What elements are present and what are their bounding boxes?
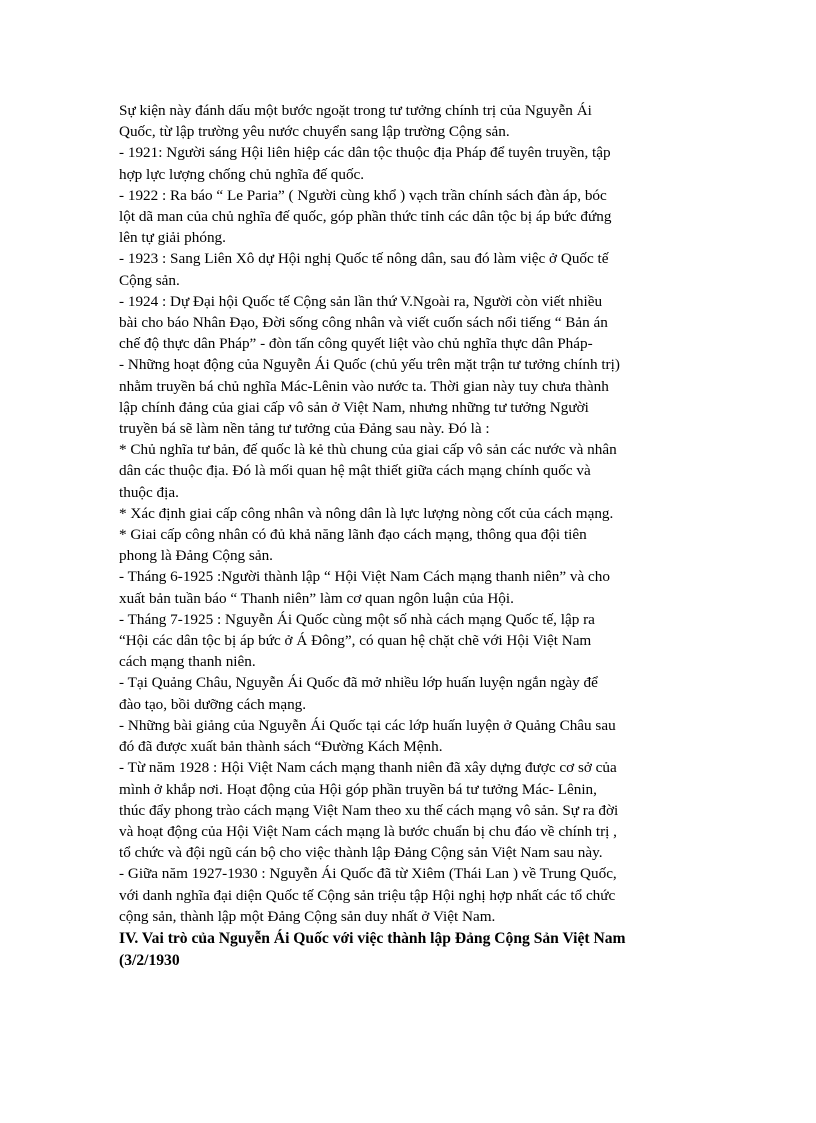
body-text-line: mình ở khắp nơi. Hoạt động của Hội góp phần truyền bá tư tưởng Mác- Lênin, bbox=[119, 780, 597, 798]
body-text-line: - 1922 : Ra báo “ Le Paria” ( Người cùng khổ ) vạch trần chính sách đàn áp, bóc bbox=[119, 186, 607, 204]
body-text-line: dân các thuộc địa. Đó là mối quan hệ mật thiết giữa cách mạng chính quốc và bbox=[119, 462, 591, 480]
body-text-line: - 1921: Người sáng Hội liên hiệp các dân tộc thuộc địa Pháp để tuyên truyền, tập bbox=[119, 144, 611, 162]
body-text-line: * Chủ nghĩa tư bản, đế quốc là kẻ thù chung của giai cấp vô sản các nước và nhân bbox=[119, 441, 617, 459]
body-text-line: lột dã man của chủ nghĩa đế quốc, góp phần thức tỉnh các dân tộc bị áp bức đứng bbox=[119, 208, 612, 226]
body-text-line: Quốc, từ lập trường yêu nước chuyển sang lập trường Cộng sản. bbox=[119, 123, 510, 141]
body-text-line: thúc đẩy phong trào cách mạng Việt Nam theo xu thế cách mạng vô sản. Sự ra đời bbox=[119, 801, 619, 819]
body-text-line: - Những hoạt động của Nguyễn Ái Quốc (chủ yếu trên mặt trận tư tưởng chính trị) bbox=[119, 356, 620, 374]
body-text-line: “Hội các dân tộc bị áp bức ở Á Đông”, có quan hệ chặt chẽ với Hội Việt Nam bbox=[119, 632, 592, 650]
body-text-line: - 1923 : Sang Liên Xô dự Hội nghị Quốc tế nông dân, sau đó làm việc ở Quốc tế bbox=[119, 250, 609, 268]
body-text-line: - Giữa năm 1927-1930 : Nguyễn Ái Quốc đã từ Xiêm (Thái Lan ) về Trung Quốc, bbox=[119, 865, 617, 883]
body-text-line: lập chính đảng của giai cấp vô sản ở Việt Nam, nhưng những tư tưởng Người bbox=[119, 398, 589, 416]
body-text-line: chế độ thực dân Pháp” - đòn tấn công quyết liệt vào chủ nghĩa thực dân Pháp- bbox=[119, 335, 593, 353]
body-text-line: lên tự giải phóng. bbox=[119, 229, 226, 247]
body-text-line: cộng sản, thành lập một Đảng Cộng sản duy nhất ở Việt Nam. bbox=[119, 907, 496, 925]
body-text-line: - Từ năm 1928 : Hội Việt Nam cách mạng thanh niên đã xây dựng được cơ sở của bbox=[119, 759, 617, 777]
body-text-line: hợp lực lượng chống chủ nghĩa đế quốc. bbox=[119, 165, 365, 183]
body-text-line: - Tháng 7-1925 : Nguyễn Ái Quốc cùng một số nhà cách mạng Quốc tế, lập ra bbox=[119, 610, 595, 628]
body-text-line: - Tại Quảng Châu, Nguyễn Ái Quốc đã mở nhiều lớp huấn luyện ngắn ngày để bbox=[119, 674, 598, 692]
body-text-line: đào tạo, bồi dưỡng cách mạng. bbox=[119, 695, 307, 713]
section-heading-line: (3/2/1930 bbox=[119, 952, 180, 970]
body-text-line: nhằm truyền bá chủ nghĩa Mác-Lênin vào nước ta. Thời gian này tuy chưa thành bbox=[119, 377, 609, 395]
body-text bbox=[119, 100, 699, 927]
body-text-line: tổ chức và đội ngũ cán bộ cho việc thành lập Đảng Cộng sản Việt Nam sau này. bbox=[119, 844, 603, 862]
body-text-line: xuất bản tuần báo “ Thanh niên” làm cơ quan ngôn luận của Hội. bbox=[119, 589, 514, 607]
body-text-line: Sự kiện này đánh dấu một bước ngoặt trong tư tưởng chính trị của Nguyễn Ái bbox=[119, 102, 592, 119]
document-page bbox=[119, 100, 699, 972]
section-heading bbox=[119, 928, 699, 972]
body-text-line: đó đã được xuất bản thành sách “Đường Kách Mệnh. bbox=[119, 738, 443, 756]
body-text-line: * Xác định giai cấp công nhân và nông dân là lực lượng nòng cốt của cách mạng. bbox=[119, 504, 614, 522]
body-text-line: - 1924 : Dự Đại hội Quốc tế Cộng sản lần thứ V.Ngoài ra, Người còn viết nhiều bbox=[119, 292, 603, 310]
body-text-line: và hoạt động của Hội Việt Nam cách mạng là bước chuẩn bị chu đáo về chính trị , bbox=[119, 822, 617, 840]
body-text-line: truyền bá sẽ làm nền tảng tư tưởng của Đảng sau này. Đó là : bbox=[119, 420, 490, 438]
body-text-line: Cộng sản. bbox=[119, 271, 180, 289]
body-text-line: - Tháng 6-1925 :Người thành lập “ Hội Việt Nam Cách mạng thanh niên” và cho bbox=[119, 568, 610, 586]
body-text-line: cách mạng thanh niên. bbox=[119, 653, 256, 671]
body-text-line: thuộc địa. bbox=[119, 483, 179, 501]
section-heading-line: IV. Vai trò của Nguyễn Ái Quốc với việc thành lập Đảng Cộng Sản Việt Nam bbox=[119, 929, 626, 947]
body-text-line: bài cho báo Nhân Đạo, Đời sống công nhân và viết cuốn sách nổi tiếng “ Bản án bbox=[119, 314, 608, 332]
body-text-line: với danh nghĩa đại diện Quốc tế Cộng sản triệu tập Hội nghị hợp nhất các tổ chức bbox=[119, 886, 616, 904]
body-text-line: phong là Đảng Cộng sản. bbox=[119, 547, 273, 565]
body-text-line: - Những bài giảng của Nguyễn Ái Quốc tại các lớp huấn luyện ở Quảng Châu sau bbox=[119, 716, 616, 734]
body-text-line: * Giai cấp công nhân có đủ khả năng lãnh đạo cách mạng, thông qua đội tiên bbox=[119, 526, 587, 544]
